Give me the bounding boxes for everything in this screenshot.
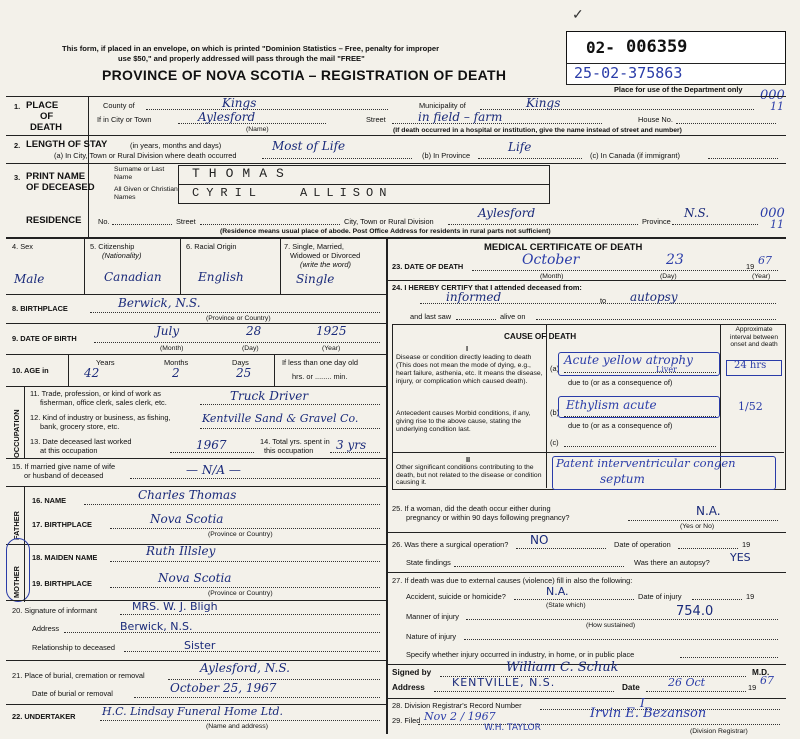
age-days-label: Days [232,358,249,367]
municipality-label: Municipality of [419,101,466,110]
father-birthplace-value[interactable]: Nova Scotia [150,512,224,526]
county-label: County of [103,101,135,110]
section-i-label: I [466,344,469,353]
divider [6,660,386,661]
nature-line [464,639,778,640]
birthplace-caption: (Province or Country) [206,315,271,322]
stay-label: LENGTH OF STAY [26,139,108,150]
divider [6,96,786,97]
q26-label: 26. Was there a surgical operation? [392,540,509,549]
signed-label: Signed by [392,668,432,677]
stamp-number: 25-02-375863 [574,64,683,82]
municipality-line [480,109,754,110]
birthplace-line [90,312,380,313]
q27-label: 27. If death was due to external causes (violence) fill in also the following: [392,576,633,585]
father-name-line [84,504,380,505]
birthplace-value[interactable]: Berwick, N.S. [118,296,201,310]
divider [6,237,786,239]
cause-b-value[interactable]: Ethylism acute [566,398,657,412]
q25-value[interactable]: N.A. [696,504,721,518]
specify-line [680,657,778,658]
residence-province-label: Province [642,217,671,226]
burial-date-label: Date of burial or removal [32,689,113,698]
physician-date-line [646,691,746,692]
notice-line-2: use $50," and properly addressed will pass through the mail "FREE" [118,54,365,63]
mother-maiden-label: 18. MAIDEN NAME [32,553,98,562]
stay-canada-label: (c) In Canada (if immigrant) [590,151,680,160]
interval-b-value[interactable]: 1/52 [738,400,763,413]
state-findings-line [454,566,624,567]
q26-date-line [678,548,738,549]
citizenship-note: (Nationality) [102,251,142,260]
death-date-month[interactable]: October [522,252,580,268]
last-worked-label-1: 13. Date deceased last worked [30,437,132,446]
spouse-line [130,478,380,479]
accident-label: Accident, suicide or homicide? [406,592,506,601]
other-conditions-label: Other significant conditions contributing to the death, but not related to the disease or condition causing it. [396,464,542,486]
certify-label: 24. I HEREBY CERTIFY that I attended deceased from: [392,283,582,292]
burial-date-value[interactable]: October 25, 1967 [170,681,277,695]
father-caption: (Province or Country) [208,531,273,538]
stay-province-value[interactable]: Life [508,140,532,154]
dob-label: 9. DATE OF BIRTH [12,334,77,343]
given-value-2: ALLISON [300,186,393,200]
q28-value[interactable]: I [640,696,645,710]
registration-number: 006359 [626,37,688,57]
age-months-label: Months [164,358,189,367]
father-birthplace-label: 17. BIRTHPLACE [32,520,92,529]
accident-line [514,599,634,600]
divider [84,238,85,294]
death-date-line [472,270,778,271]
place-label-1: PLACE [26,100,59,111]
divider [24,486,25,544]
last-saw-line [456,319,496,320]
father-name-value[interactable]: Charles Thomas [138,488,237,502]
city-value[interactable]: Aylesford [198,110,256,124]
signed-value[interactable]: William C. Schuk [506,660,619,675]
house-line [676,123,776,124]
state-findings-label: State findings [406,558,451,567]
divider [6,163,786,164]
stay-canada-line [708,158,778,159]
divider [6,386,386,387]
death-year-prefix: 19 [746,262,755,271]
trade-value[interactable]: Truck Driver [230,389,309,403]
dob-day[interactable]: 28 [246,324,262,338]
residence-city-label: City, Town or Rural Division [344,217,434,226]
divider [386,280,786,281]
divider [386,572,786,573]
age-years-label: Years [96,358,115,367]
death-date-day[interactable]: 23 [666,252,684,268]
dob-line [94,342,380,343]
cause-a-value[interactable]: Acute yellow atrophy [564,353,693,367]
deceased-label-1: PRINT NAME [26,171,86,182]
citizenship-label: 5. Citizenship [90,242,135,251]
informant-sig-label: 20. Signature of informant [12,606,98,615]
injury-date-label: Date of injury [638,592,682,601]
house-label: House No. [638,115,673,124]
stay-city-line [262,158,412,159]
place-label-3: DEATH [30,122,63,133]
q25-label-1: 25. If a woman, did the death occur either during [392,504,551,513]
death-day-caption: (Day) [660,273,677,280]
undertaker-label: 22. UNDERTAKER [12,712,76,721]
racial-value[interactable]: English [198,270,244,284]
alive-label: alive on [500,312,526,321]
manner-value[interactable]: 754.0 [676,604,714,619]
residence-street-label: Street [176,217,196,226]
q26-year-prefix: 19 [742,540,751,549]
county-value[interactable]: Kings [222,96,257,110]
divider [68,354,69,386]
certify-value-2[interactable]: autopsy [630,290,678,304]
age-label: 10. AGE in [12,366,49,375]
physician-date-year[interactable]: 67 [760,674,774,687]
accident-value[interactable]: N.A. [546,585,569,598]
registration-prefix: 02- [586,38,615,57]
residence-label: RESIDENCE [26,215,82,226]
residence-no-label: No. [98,217,110,226]
q26-value[interactable]: NO [530,533,549,547]
residence-no-line [112,224,172,225]
industry-line [200,428,380,429]
divider [6,458,386,459]
given-label: All Given or Christian Names [114,186,178,201]
age-less-note-1: If less than one day old [282,358,359,367]
stay-number: 2. [14,141,21,150]
disease-label: Disease or condition directly leading to death (This does not mean the mode of dying, e.g., heart failure, asthenia, etc. It means the disease, injury, or complication which caused death). [396,354,543,385]
page-title: PROVINCE OF NOVA SCOTIA – REGISTRATION OF DEATH [102,67,507,83]
years-spent-label-1: 14. Total yrs. spent in [260,437,330,446]
injury-date-line [692,599,742,600]
mother-birthplace-line [110,587,380,588]
divider [6,354,386,355]
margin-code-1b: 11 [770,100,784,113]
notice-line-1: This form, if placed in an envelope, on which is printed "Dominion Statistics – Free, penalty for improper [62,44,440,53]
spouse-label-2: or husband of deceased [24,471,104,480]
trade-line [200,404,380,405]
last-worked-value[interactable]: 1967 [196,438,227,452]
divider [180,238,181,294]
street-label: Street [366,115,386,124]
margin-code-2: 000 [760,206,785,221]
margin-code-2b: 11 [770,218,784,231]
residence-province-value[interactable]: N.S. [684,206,710,220]
manner-line [466,619,778,620]
death-date-label: 23. DATE OF DEATH [392,262,464,271]
trade-label-1: 11. Trade, profession, or kind of work as [30,389,161,398]
antecedent-label: Antecedent causes Morbid conditions, if any, giving rise to the above cause, stating the underlying condition last. [396,410,531,433]
divider [386,698,786,699]
alive-line [536,319,776,320]
trade-label-2: fisherman, office clerk, sales clerk, etc. [40,398,167,407]
occupation-side-label: OCCUPATION [12,409,21,458]
physician-address-value[interactable]: KENTVILLE, N.S. [452,676,556,689]
cause-b-label: (b) [550,408,560,417]
autopsy-value[interactable]: YES [730,551,751,564]
divider [24,386,25,458]
stay-province-label: (b) In Province [422,151,471,160]
informant-sig-line [120,614,380,615]
interval-a-value[interactable]: 24 hrs [734,360,767,371]
place-number: 1. [14,102,21,111]
death-year-caption: (Year) [752,273,771,280]
divider [280,238,281,294]
cause-a-value-2[interactable]: Liver [656,365,677,374]
informant-relationship-label: Relationship to deceased [32,643,115,652]
informant-relationship-line [124,651,380,652]
place-label-2: OF [40,111,54,122]
divider [88,96,89,238]
q29-label: 29. Filed [392,716,421,725]
last-saw-label: and last saw [410,312,452,321]
specify-label: Specify whether injury occurred in industry, in home, or in public place [406,650,635,659]
q26-date-label: Date of operation [614,540,671,549]
divider [274,354,275,386]
last-worked-label-2: at this occupation [40,446,98,455]
residence-street-line [200,224,340,225]
how-sustained-caption: (How sustained) [586,622,636,629]
margin-code-1: 000 [760,88,785,103]
divider [6,294,386,295]
stay-label-suffix: (in years, months and days) [130,141,222,150]
cause-heading: CAUSE OF DEATH [504,332,577,341]
physician-date-label: Date [622,683,640,692]
stay-city-value[interactable]: Most of Life [272,139,346,153]
divider [392,452,784,453]
age-years-value[interactable]: 42 [84,366,100,380]
certify-to-label: to [600,296,607,305]
stay-city-label: (a) In City, Town or Rural Division where death occurred [54,151,237,160]
years-spent-label-2: this occupation [264,446,314,455]
mother-birthplace-label: 19. BIRTHPLACE [32,579,92,588]
dob-month-caption: (Month) [160,345,184,352]
q29-value[interactable]: Nov 2 / 1967 [424,710,496,723]
industry-label-2: bank, grocery store, etc. [40,422,120,431]
last-worked-line [170,452,254,453]
registrar-signature[interactable]: Irvin E. Bezanson [590,706,707,721]
physician-date-value[interactable]: 26 Oct [668,676,706,689]
marital-label-3: (write the word) [300,260,351,269]
name-caption: (Name) [246,126,269,133]
autopsy-label: Was there an autopsy? [634,558,710,567]
due-to-1: due to (or as a consequence of) [568,378,673,387]
informant-sig-value[interactable]: MRS. W. J. Bligh [132,600,218,613]
surname-value: THOMAS [192,166,293,181]
informant-address-line [64,632,380,633]
injury-year-prefix: 19 [746,592,755,601]
state-which-caption: (State which) [546,602,586,609]
death-date-year[interactable]: 67 [758,254,772,267]
father-side-label: FATHER [12,510,21,540]
nature-label: Nature of injury [406,632,457,641]
informant-relationship-value[interactable]: Sister [184,639,216,652]
marital-value[interactable]: Single [296,272,335,286]
cause-c-line [564,446,716,447]
bottom-stamp: W.H. TAYLOR [484,723,541,733]
burial-place-value[interactable]: Aylesford, N.S. [200,661,290,675]
burial-place-line [168,679,380,680]
deceased-label-2: OF DECEASED [26,182,95,193]
spouse-value[interactable]: — N/A — [186,463,241,477]
other-conditions-value-1[interactable]: Patent interventricular congen [556,456,736,470]
sex-value[interactable]: Male [14,272,45,286]
q29-line [418,724,780,725]
residence-city-line [448,224,638,225]
marital-label-1: 7. Single, Married, [284,242,344,251]
age-days-value[interactable]: 25 [236,366,252,380]
divider [6,135,786,136]
divider [386,532,786,533]
racial-label: 6. Racial Origin [186,242,237,251]
residence-city-value[interactable]: Aylesford [478,206,536,220]
dob-day-caption: (Day) [242,345,259,352]
undertaker-caption: (Name and address) [206,723,268,730]
check-mark: ✓ [572,6,584,22]
divider [6,486,386,487]
deceased-number: 3. [14,173,21,182]
given-value-1: CYRIL [192,186,264,200]
father-name-label: 16. NAME [32,496,67,505]
citizenship-value[interactable]: Canadian [104,270,162,284]
divider [386,238,388,734]
q26-line [516,548,606,549]
physician-year-prefix: 19 [748,683,757,692]
mother-birthplace-value[interactable]: Nova Scotia [158,571,232,585]
q28-label: 28. Division Registrar's Record Number [392,701,522,710]
divider [24,544,25,602]
undertaker-line [100,720,380,721]
undertaker-value[interactable]: H.C. Lindsay Funeral Home Ltd. [102,705,284,718]
medical-heading: MEDICAL CERTIFICATE OF DEATH [484,242,643,253]
due-to-2: due to (or as a consequence of) [568,421,673,430]
spouse-label-1: 15. If married give name of wife [12,462,116,471]
approx-interval-note: Approximate interval between onset and death [729,326,779,348]
marital-label-2: Widowed or Divorced [290,251,361,260]
physician-address-line [434,691,614,692]
county-line [146,109,388,110]
hospital-note: (If death occurred in a hospital or institution, give the name instead of street and number) [393,127,682,134]
years-spent-value[interactable]: 3 yrs [336,438,367,452]
certify-value-1[interactable]: informed [446,290,502,304]
dob-month[interactable]: July [156,324,180,338]
father-birthplace-line [110,528,380,529]
residence-note: (Residence means usual place of abode. Post Office Address for residents in rural parts not sufficient) [220,228,551,235]
mother-side-label: MOTHER [12,565,21,598]
department-use-note: Place for use of the Department only [614,85,743,94]
municipality-value[interactable]: Kings [526,96,561,110]
dob-year[interactable]: 1925 [316,324,347,338]
age-less-note-2: hrs. or ........ min. [292,372,348,381]
manner-label: Manner of injury [406,612,459,621]
mother-caption: (Province or Country) [208,590,273,597]
death-month-caption: (Month) [540,273,564,280]
q25-label-2: pregnancy or within 90 days following pregnancy? [406,513,570,522]
stay-province-line [478,158,582,159]
informant-address-label: Address [32,624,60,633]
q25-line [628,520,778,521]
cause-a-label: (a) [550,364,560,373]
q25-caption: (Yes or No) [680,523,715,530]
industry-value[interactable]: Kentville Sand & Gravel Co. [202,412,359,425]
street-value[interactable]: in field – farm [418,110,503,124]
other-conditions-value-2[interactable]: septum [600,472,645,486]
mother-maiden-line [110,561,380,562]
dob-year-caption: (Year) [322,345,341,352]
md-label: M.D. [752,668,770,677]
cause-c-label: (c) [550,438,559,447]
age-months-value[interactable]: 2 [172,366,180,380]
residence-province-line [672,224,758,225]
years-spent-line [330,452,380,453]
burial-date-line [134,697,380,698]
divider [546,324,547,488]
informant-address-value[interactable]: Berwick, N.S. [120,620,193,633]
industry-label-1: 12. Kind of industry or business, as fishing, [30,413,171,422]
city-label: If in City or Town [97,115,152,124]
mother-maiden-value[interactable]: Ruth Illsley [146,544,216,558]
birthplace-label: 8. BIRTHPLACE [12,304,68,313]
registrar-caption: (Division Registrar) [690,728,748,735]
sex-label: 4. Sex [12,242,33,251]
physician-address-label: Address [392,683,425,692]
burial-place-label: 21. Place of burial, cremation or removal [12,671,145,680]
section-ii-label: II [466,455,471,464]
surname-label: Surname or Last Name [114,166,165,181]
